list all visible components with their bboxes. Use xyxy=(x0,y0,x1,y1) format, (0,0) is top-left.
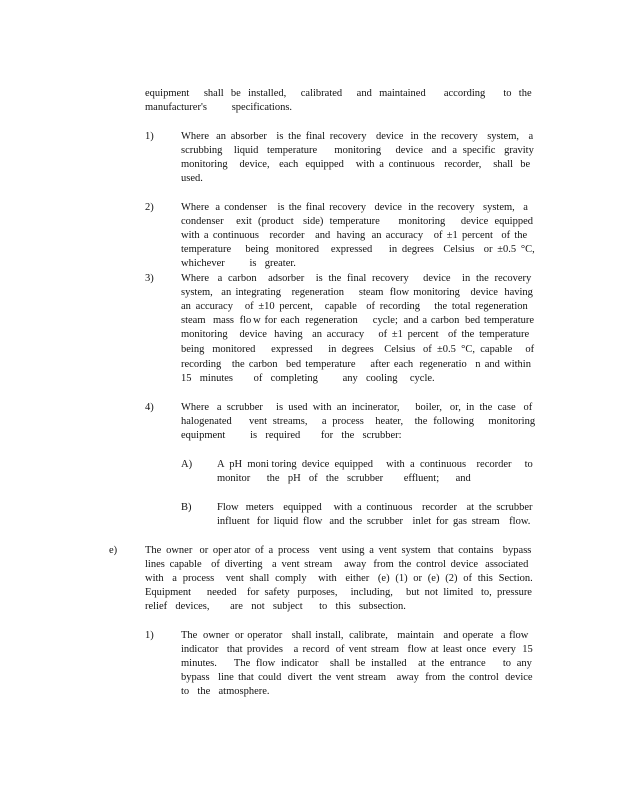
text-line: scrubbing liquid temperature monitoring device and a specific gravity xyxy=(181,145,534,156)
text-line: relief devices, are not subject to this subsection. xyxy=(145,601,406,612)
text-line: halogenated vent streams, a process heater, the following monitoring xyxy=(181,416,536,427)
text-line: lines capable of diverting a vent stream away from the control device associated xyxy=(145,559,529,570)
text-line: equipment shall be installed, calibrated and maintained according to the xyxy=(145,88,532,99)
text-line: The owner or oper ator of a process vent using a vent system that contains bypass xyxy=(145,545,532,556)
item-label: B) xyxy=(181,502,192,513)
text-line: equipment is required for the scrubber: xyxy=(181,430,402,441)
text-line: being monitored expressed in degrees Celsius of ±0.5 °C, capable of xyxy=(181,344,535,355)
text-line: monitoring device, each equipped with a continuous recorder, shall be xyxy=(181,159,531,170)
text-line: Equipment needed for safety purposes, including, but not limited to, pressure xyxy=(145,587,532,598)
text-line: monitor the pH of the scrubber effluent; and xyxy=(217,473,471,484)
text-line: Flow meters equipped with a continuous recorder at the scrubber xyxy=(217,502,533,513)
text-line: temperature being monitored expressed in degrees Celsius or ±0.5 °C, xyxy=(181,244,535,255)
text-line: recording the carbon bed temperature after each regeneratio n and within xyxy=(181,359,531,370)
text-line: minutes. The flow indicator shall be installed at the entrance to any xyxy=(181,658,532,669)
text-line: whichever is greater. xyxy=(181,258,296,269)
item-label: A) xyxy=(181,459,193,470)
text-line: bypass line that could divert the vent stream away from the control device xyxy=(181,672,533,683)
text-line: steam mass flo w for each regeneration cycle; and a carbon bed temperature xyxy=(181,315,535,326)
item-label: 1) xyxy=(145,630,154,641)
text-line: monitoring device having an accuracy of ±1 percent of the temperature xyxy=(181,329,530,340)
text-line: influent for liquid flow and the scrubber inlet for gas stream flow. xyxy=(217,516,531,527)
item-label: 3) xyxy=(145,273,154,284)
text-line: Where a carbon adsorber is the final recovery device in the recovery xyxy=(181,273,532,284)
item-label: 1) xyxy=(145,131,154,142)
section-label: e) xyxy=(109,545,118,556)
text-line: an accuracy of ±10 percent, capable of recording the total regeneration xyxy=(181,301,528,312)
text-line: condenser exit (product side) temperature monitoring device equipped xyxy=(181,216,533,227)
text-line: The owner or operator shall install, calibrate, maintain and operate a flow xyxy=(181,630,529,641)
text-line: with a continuous recorder and having an accuracy of ±1 percent of the xyxy=(181,230,528,241)
text-line: indicator that provides a record of vent stream flow at least once every 15 xyxy=(181,644,533,655)
item-label: 2) xyxy=(145,202,154,213)
text-line: to the atmosphere. xyxy=(181,686,270,697)
text-line: system, an integrating regeneration steam flow monitoring device having xyxy=(181,287,533,298)
text-line: Where a scrubber is used with an incinerator, boiler, or, in the case of xyxy=(181,402,533,413)
text-line: 15 minutes of completing any cooling cycle. xyxy=(181,373,435,384)
text-line: manufacturer's specifications. xyxy=(145,102,293,113)
text-line: Where an absorber is the final recovery device in the recovery system, a xyxy=(181,131,534,142)
text-line: used. xyxy=(181,173,203,184)
text-line: with a process vent shall comply with either (e) (1) or (e) (2) of this Section. xyxy=(145,573,533,584)
text-line: Where a condenser is the final recovery device in the recovery system, a xyxy=(181,202,528,213)
text-line: A pH moni toring device equipped with a continuous recorder to xyxy=(217,459,533,470)
item-label: 4) xyxy=(145,402,154,413)
